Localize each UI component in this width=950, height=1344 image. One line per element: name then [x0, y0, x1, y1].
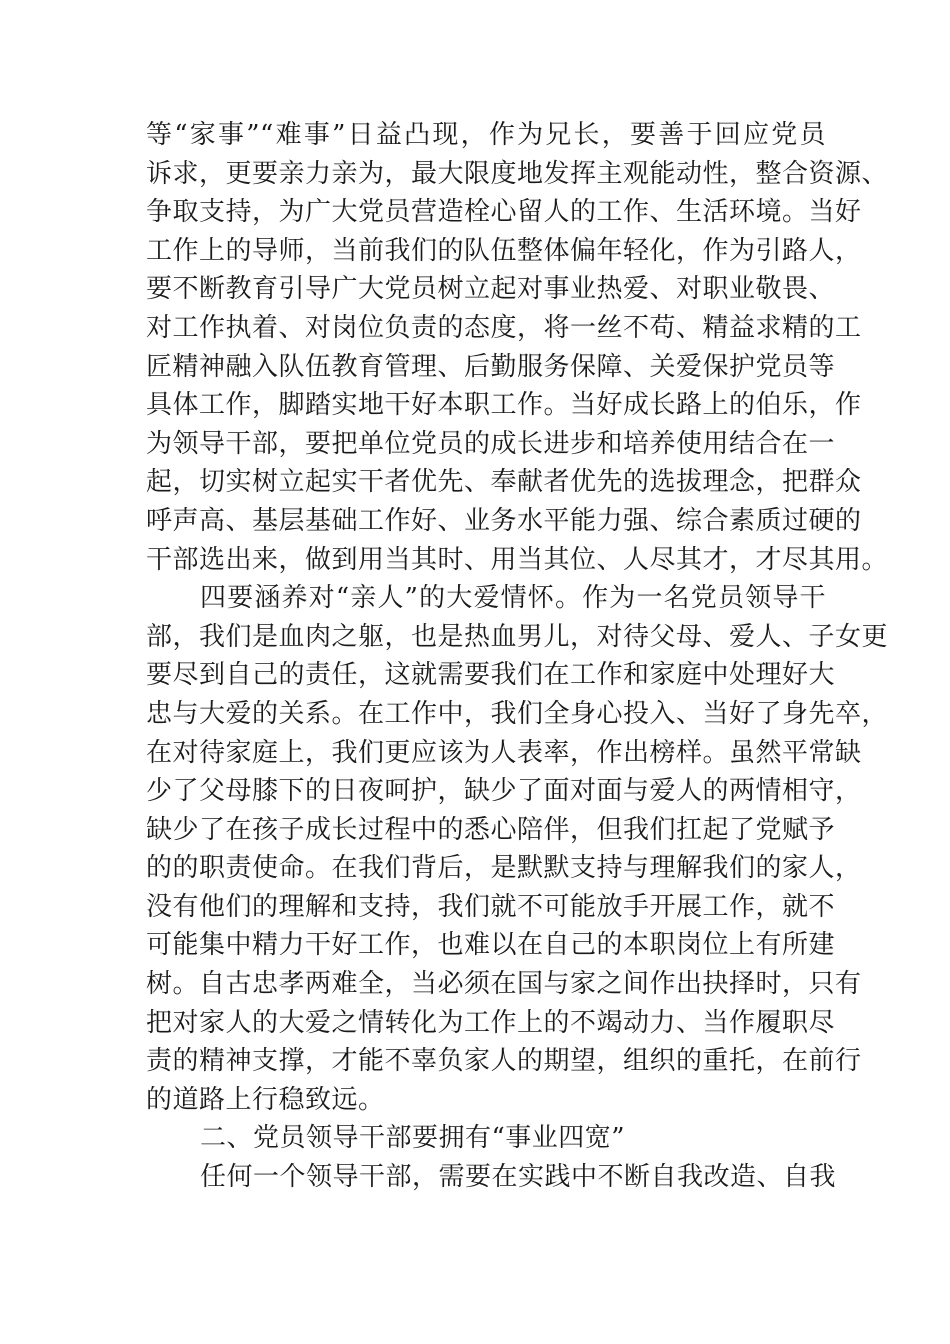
text-line: 可能集中精力干好工作，也难以在自己的本职岗位上有所建	[146, 930, 836, 961]
text-line: 要尽到自己的责任，这就需要我们在工作和家庭中处理好大	[146, 660, 836, 691]
paragraph-first-line: 四要涵养对“亲人”的大爱情怀。作为一名党员领导干	[200, 583, 826, 614]
text-line: 部，我们是血肉之躯，也是热血男儿，对待父母、爱人、子女更	[146, 621, 889, 652]
section-heading: 二、党员领导干部要拥有“事业四宽”	[200, 1123, 626, 1154]
text-line: 的的职责使命。在我们背后，是默默支持与理解我们的家人，	[146, 853, 862, 884]
text-line: 争取支持，为广大党员营造栓心留人的工作、生活环境。当好	[146, 197, 862, 228]
text-line: 在对待家庭上，我们更应该为人表率，作出榜样。虽然平常缺	[146, 737, 862, 768]
text-line: 工作上的导师，当前我们的队伍整体偏年轻化，作为引路人，	[146, 235, 862, 266]
text-line: 为领导干部，要把单位党员的成长进步和培养使用结合在一	[146, 428, 836, 459]
text-line: 忠与大爱的关系。在工作中，我们全身心投入、当好了身先卒，	[146, 698, 889, 729]
text-line: 呼声高、基层基础工作好、业务水平能力强、综合素质过硬的	[146, 505, 862, 536]
text-line: 缺少了在孩子成长过程中的悉心陪伴，但我们扛起了党赋予	[146, 814, 836, 845]
text-line: 责的精神支撑，才能不辜负家人的期望，组织的重托，在前行	[146, 1046, 862, 1077]
text-line: 少了父母膝下的日夜呵护，缺少了面对面与爱人的两情相守，	[146, 776, 862, 807]
paragraph-first-line: 任何一个领导干部，需要在实践中不断自我改造、自我	[200, 1162, 837, 1193]
text-line: 匠精神融入队伍教育管理、后勤服务保障、关爱保护党员等	[146, 351, 836, 382]
text-line: 对工作执着、对岗位负责的态度，将一丝不苟、精益求精的工	[146, 312, 862, 343]
text-line: 等“家事”“难事”日益凸现，作为兄长，要善于回应党员	[146, 120, 826, 150]
text-line: 把对家人的大爱之情转化为工作上的不竭动力、当作履职尽	[146, 1007, 836, 1038]
text-line: 干部选出来，做到用当其时、用当其位、人尽其才，才尽其用。	[146, 544, 889, 575]
text-line: 树。自古忠孝两难全，当必须在国与家之间作出抉择时，只有	[146, 969, 862, 1000]
text-line: 起，切实树立起实干者优先、奉献者优先的选拔理念，把群众	[146, 467, 862, 498]
text-line: 没有他们的理解和支持，我们就不可能放手开展工作，就不	[146, 891, 836, 922]
text-line: 具体工作，脚踏实地干好本职工作。当好成长路上的伯乐，作	[146, 390, 862, 421]
paragraph-last-line: 的道路上行稳致远。	[146, 1084, 385, 1115]
text-line: 诉求，更要亲力亲为，最大限度地发挥主观能动性，整合资源、	[146, 158, 889, 189]
text-line: 要不断教育引导广大党员树立起对事业热爱、对职业敬畏、	[146, 274, 836, 305]
body-text	[146, 116, 889, 1197]
